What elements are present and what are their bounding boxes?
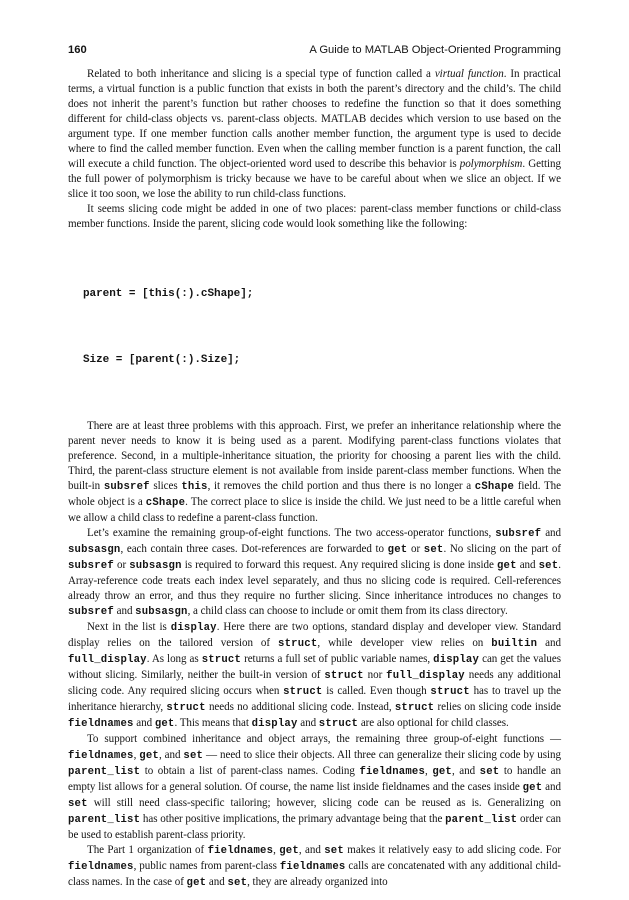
inline-code: fieldnames [68, 718, 134, 731]
inline-code: struct [430, 686, 470, 699]
text-run: and [537, 637, 561, 650]
text-run: needs any additional slicing code. Any required slicing occurs when [68, 669, 562, 698]
text-run: , [273, 843, 280, 856]
text-run: , [425, 764, 433, 777]
text-run: relies on slicing code inside [434, 701, 561, 714]
inline-code: get [186, 876, 207, 889]
text-run: The Part 1 organization of [87, 843, 208, 856]
paragraph-display [68, 620, 561, 732]
inline-code: subsasgn [68, 543, 121, 556]
text-run: to obtain a list of parent-class names. Coding [140, 764, 360, 777]
text-run: , they are already organized into [247, 875, 388, 888]
inline-code: display [170, 622, 217, 635]
inline-code: set [183, 749, 204, 762]
paragraph-combined-inheritance [68, 732, 561, 842]
inline-code: fieldnames [68, 860, 134, 873]
text-run: , it removes the child portion and thus there is no longer a [207, 479, 475, 492]
inline-code: get [522, 781, 543, 794]
text-run: and [297, 717, 319, 730]
emphasized-term: polymorphism [459, 158, 523, 171]
inline-code: subsref [495, 527, 542, 540]
paragraph-virtual-functions [68, 67, 561, 202]
inline-code: fieldnames [68, 749, 134, 762]
text-run: calls are concatenated with any additional child-class names. In the case of [68, 859, 561, 888]
text-run: , public names from parent-class [133, 859, 280, 872]
inline-code: struct [278, 638, 318, 651]
inline-code: set [538, 559, 559, 572]
text-run: . In practical terms, a virtual function is a public function that exists in both the parent’s directory and the child’s. The child does not inherit the parent’s function but rather chooses to redefine the function so that it does something different for child-class objects vs. parent-class objects. MATLAB decides which version to use based on the argument type. If one member function calls another member function, the argument type is used to decide where to find the called member function. Even when the calling member function is a parent function, the call will execute a child function. The object-oriented word used to describe this behavior is [68, 68, 562, 171]
page-number: 160 [68, 44, 87, 56]
inline-code: subsasgn [135, 606, 188, 619]
text-run: nor [363, 669, 387, 682]
inline-code: fieldnames [207, 844, 274, 857]
inline-code: set [324, 844, 344, 857]
text-run: . Array-reference code treats each index level separately, and thus no slicing code is required. Cell-references already throw an error, and thus they require no further slicing. Since inheritance introduces no changes to [68, 558, 561, 603]
text-run: — need to slice their objects. All three can generalize their slicing code by using [203, 748, 561, 761]
paragraph-three-problems [68, 419, 561, 526]
text-run: and [516, 558, 539, 571]
text-run: is called. Even though [322, 685, 431, 698]
paragraph-slicing-placement [68, 202, 561, 232]
text-run: It seems slicing code might be added in one of two places: parent-class member functions or child-class member functions. Inside the parent, slicing code would look something like the following: [68, 203, 561, 231]
text-run: returns a full set of public variable names, [241, 653, 434, 666]
code-line: Size = [parent(:).Size]; [83, 353, 241, 366]
inline-code: subsref [103, 480, 150, 493]
inline-code: subsref [68, 559, 114, 572]
inline-code: builtin [491, 638, 538, 651]
text-run: . Getting the full power of polymorphism is tricky because we have to be careful about when we slice an object. If we slice it too soon, we lose the ability to run child-class functions. [68, 158, 561, 201]
inline-code: parent_list [445, 813, 518, 826]
text-run: has to travel up the inheritance hierarchy, [68, 685, 561, 714]
text-run: will still need class-specific tailoring; however, slicing code can be reused as is. Generalizing on [87, 796, 561, 809]
inline-code: fieldnames [279, 860, 346, 873]
text-run: , and [451, 764, 480, 777]
text-run: or [407, 542, 424, 555]
inline-code: parent_list [68, 813, 141, 826]
text-run: Related to both inheritance and slicing is a special type of function called a [87, 68, 435, 80]
code-line: parent = [this(:).cShape]; [83, 287, 254, 300]
inline-code: cShape [145, 496, 186, 509]
text-run: or [113, 558, 130, 571]
text-run: . No slicing on the part of [443, 542, 562, 555]
inline-code: struct [201, 654, 242, 667]
text-run: To support combined inheritance and object arrays, the remaining three group-of-eight functions — [87, 733, 561, 746]
text-run: to handle an empty list allows for a general solution. Of course, the name list inside fieldnames and the cases inside [68, 764, 561, 793]
inline-code: struct [318, 718, 359, 731]
text-run: . The correct place to slice is inside the child. We just need to be a little careful when we allow a child class to redefine a parent-class function. [68, 495, 561, 524]
inline-code: struct [283, 686, 323, 699]
paragraph-access-operators [68, 526, 561, 620]
text-run: Next in the list is [87, 621, 171, 634]
inline-code: subsasgn [129, 559, 182, 572]
code-block [83, 239, 561, 415]
inline-code: subsref [68, 606, 114, 619]
inline-code: set [423, 543, 444, 556]
text-run: and [541, 526, 561, 539]
text-run: , and [158, 748, 184, 761]
inline-code: set [227, 876, 248, 889]
inline-code: get [432, 765, 452, 778]
paragraph-part1-organization [68, 843, 561, 891]
emphasized-term: virtual function [434, 68, 504, 80]
inline-code: full_display [68, 654, 147, 667]
inline-code: get [154, 718, 175, 731]
inline-code: set [479, 765, 500, 778]
inline-code: full_display [386, 670, 465, 683]
inline-code: cShape [474, 480, 515, 493]
inline-code: struct [394, 702, 435, 715]
inline-code: get [387, 543, 408, 556]
text-run: . Here there are two options, standard display and developer view. Standard display relies on the tailored version of [68, 621, 561, 650]
inline-code: fieldnames [359, 765, 426, 778]
text-run: , each contain three cases. Dot-references are forwarded to [120, 542, 388, 555]
text-run: . This means that [174, 717, 252, 730]
text-run: field. The whole object is a [68, 479, 561, 508]
text-run: makes it relatively easy to add slicing code. For [343, 843, 561, 856]
text-run: slices [149, 479, 182, 492]
text-run: and [206, 875, 228, 888]
text-run: There are at least three problems with this approach. First, we prefer an inheritance relationship where the parent never needs to know it is being used as a parent. Modifying parent-class functions violates that preference. Second, in a multiple-inheritance situation, the priority for choosing a parent lies with the child. Third, the parent-class structure element is not available from inside parent-class member functions. When the built-in [68, 419, 561, 492]
text-run: . As long as [146, 653, 202, 666]
text-run: is required to forward this request. Any required slicing is done inside [181, 558, 497, 571]
text-run: needs no additional slicing code. Instead, [205, 701, 395, 714]
inline-code: get [496, 559, 517, 572]
inline-code: this [181, 480, 208, 493]
body-text [68, 67, 561, 891]
text-run: Let’s examine the remaining group-of-eight functions. The two access-operator functions, [87, 526, 496, 539]
inline-code: struct [166, 702, 206, 715]
text-run: , a child class can choose to include or omit them from its class directory. [187, 605, 508, 618]
text-run: and [133, 717, 155, 730]
text-run: can get the values without slicing. Similarly, neither the built-in version of [68, 653, 562, 682]
text-run: are also optional for child classes. [358, 717, 509, 730]
inline-code: display [433, 654, 480, 667]
text-run: and [113, 605, 136, 618]
inline-code: get [279, 844, 299, 857]
text-run: , while developer view relies on [317, 637, 492, 650]
running-title: A Guide to MATLAB Object-Oriented Programming [309, 44, 561, 56]
inline-code: parent_list [68, 765, 141, 778]
text-run: , and [298, 843, 325, 856]
text-run: , [133, 748, 140, 761]
inline-code: get [139, 749, 159, 762]
text-run: and [542, 780, 561, 793]
text-run: has other positive implications, the primary advantage being that the [140, 812, 446, 825]
running-header [68, 44, 561, 60]
inline-code: struct [324, 670, 364, 683]
inline-code: set [68, 797, 88, 810]
text-run: order can be used to establish parent-class priority. [68, 812, 562, 841]
inline-code: display [251, 718, 298, 731]
